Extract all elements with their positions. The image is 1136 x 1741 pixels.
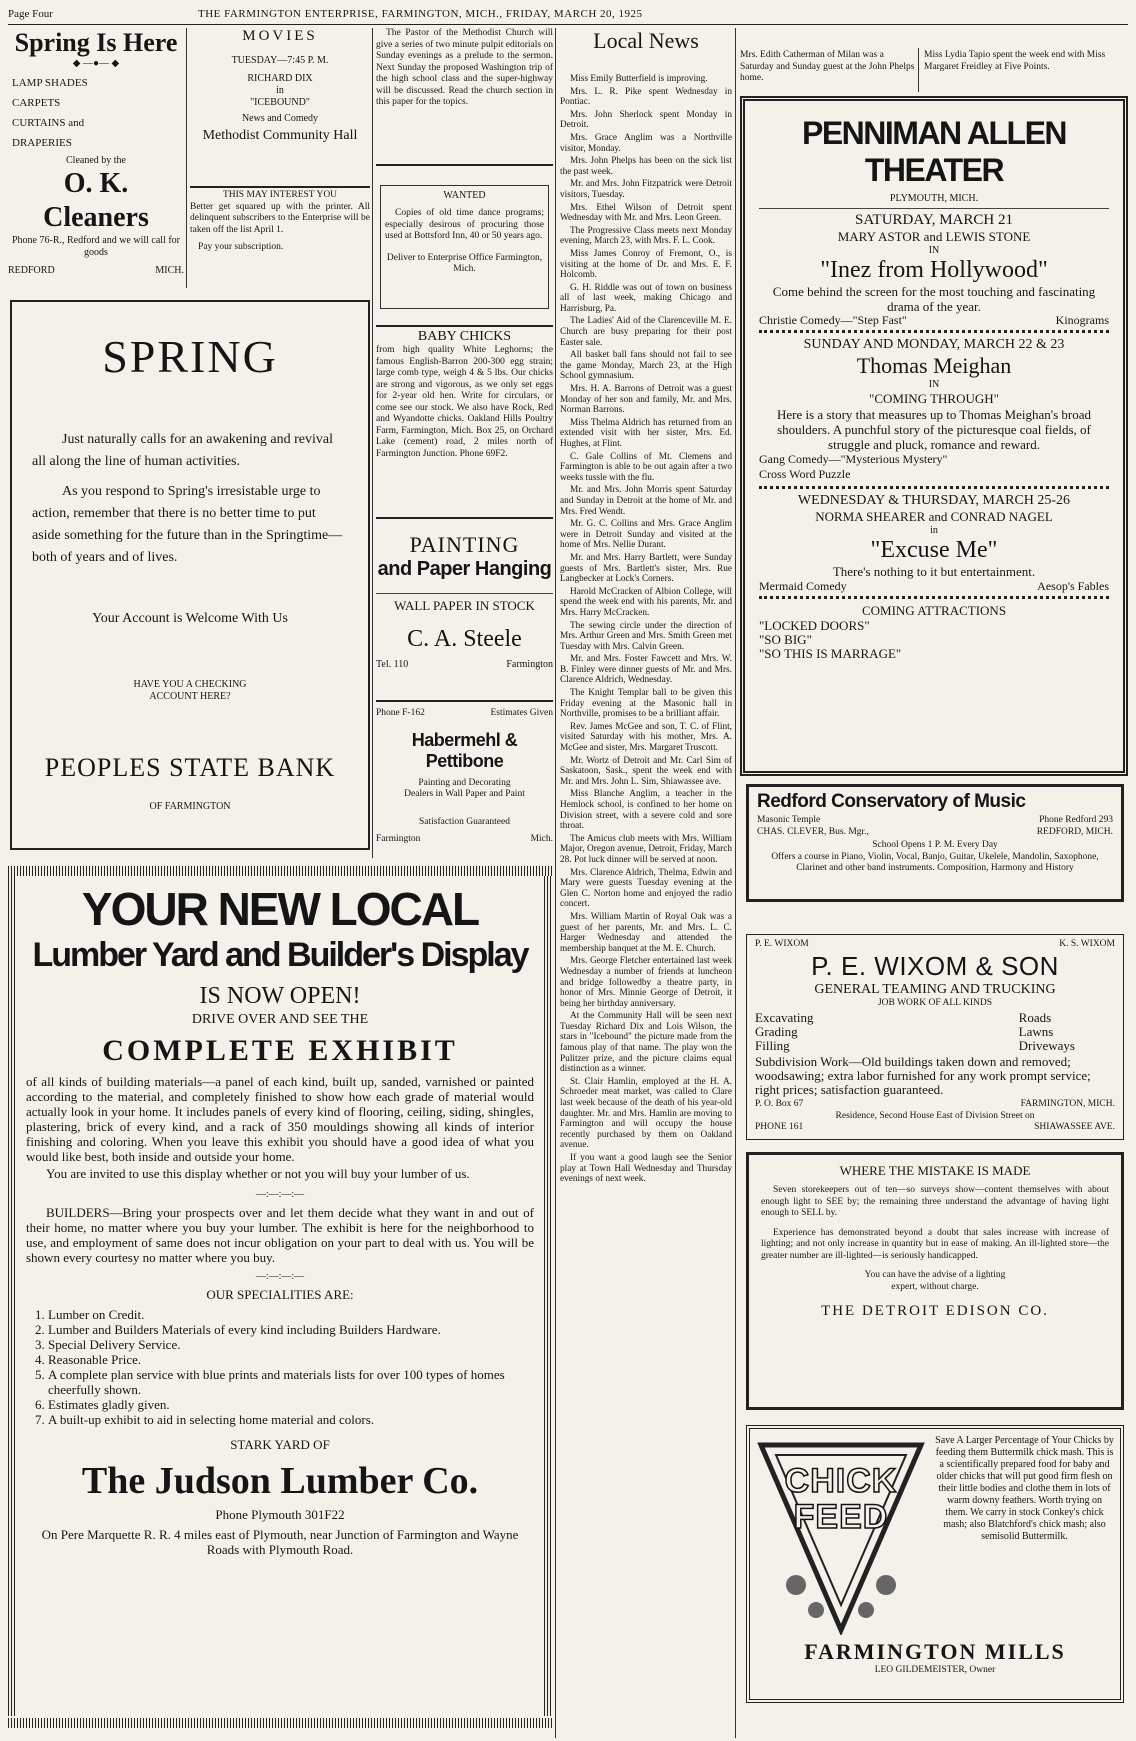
redford-conservatory-ad (746, 784, 1124, 902)
column-rule (735, 28, 736, 1738)
list-item: 5. A complete plan service with blue prints and materials lists for over 100 types of homes cheerfully shown. (48, 1367, 534, 1397)
news-item: Mrs. John Sherlock spent Monday in Detroit. (560, 109, 732, 131)
news-item: The sewing circle under the direction of Mrs. Arthur Green and Mrs. Smith Green met Tuesday with Mrs. Calvin Green. (560, 620, 732, 652)
lumber-t2: Lumber Yard and Builder's Display (32, 936, 528, 974)
wixom-res: Residence, Second House East of Division Street on (835, 1110, 1035, 1121)
news-item: Mr. and Mrs. John Morris spent Saturday and Sunday in Detroit at the home of Mr. and Mrs. Fred Wendt. (560, 485, 732, 517)
theater-c3: "SO THIS IS MARRAGE" (759, 646, 902, 661)
wixom-c1: Filling (755, 1038, 790, 1053)
wixom-c2: Lawns (1018, 1024, 1054, 1039)
cons-body: Offers a course in Piano, Violin, Vocal, Banjo, Guitar, Ukelele, Mandolin, Saxophone, Clarinet and other band instruments. Composition, Harmony and History (771, 851, 1099, 873)
list-item: 6. Estimates gladly given. (48, 1397, 534, 1412)
steele-title1: PAINTING (409, 532, 520, 557)
page-number: Page Four (8, 8, 53, 20)
news-item: Miss Emily Butterfield is improving. (570, 74, 708, 84)
theater-d3-aesop: Aesop's Fables (1037, 579, 1109, 593)
wixom-sub: GENERAL TEAMING AND TRUCKING (814, 981, 1056, 997)
interest-sign: Pay your subscription. (198, 242, 284, 252)
wixom-title: P. E. WIXOM & SON (811, 950, 1059, 981)
wixom-c2: Roads (1018, 1010, 1052, 1025)
cons-opens: School Opens 1 P. M. Every Day (872, 840, 998, 850)
news-item: Mrs. Ethel Wilson of Detroit spent Wednesday with Mr. and Mrs. Leon Green. (560, 202, 732, 224)
catherman-item: Mrs. Edith Catherman of Milan was a Saturday and Sunday guest at the John Phelps home. (740, 50, 915, 83)
theater-d1-stars: MARY ASTOR and LEWIS STONE (837, 229, 1031, 244)
wixom-body: Subdivision Work—Old buildings taken down and removed; woodsawing; extra labor furnished for any work prompt service; right prices; satisfaction guaranteed. (755, 1054, 1091, 1097)
news-item: Mrs. Clarence Aldrich, Thelma, Edwin and Mary were guests Tuesday evening at the Glen C. Norton home and enjoyed the radio concert. (560, 867, 732, 910)
theater-city: PLYMOUTH, MICH. (889, 193, 979, 204)
wixom-c1: Excavating (755, 1010, 814, 1025)
hab-line2: Dealers in Wall Paper and Paint (404, 789, 525, 799)
movies-star: RICHARD DIX (247, 73, 313, 84)
interest-body: Better get squared up with the printer. All delinquent subscribers to the Enterprise will be taken off the list April 1. (190, 201, 370, 235)
news-item: Mrs. H. A. Barrons of Detroit was a guest Monday of her son and family, Mr. and Mrs. Norman Barrons. (560, 384, 732, 416)
wanted-body: Copies of old time dance programs; especially desirous of procuring those used at Bottsford Inn, 40 or 50 years ago. (385, 208, 544, 241)
cleaned-by: Cleaned by the (66, 155, 126, 166)
interest-notice (190, 186, 370, 288)
mills-owner: LEO GILDEMEISTER, Owner (874, 1665, 996, 1675)
cons-title: Redford Conservatory of Music (757, 791, 1026, 812)
theater-d2: SUNDAY AND MONDAY, MARCH 22 & 23 (803, 337, 1065, 352)
news-item: Mr. and Mrs. John Fitzpatrick were Detroit visitors, Tuesday. (560, 179, 732, 200)
steele-name: C. A. Steele (407, 626, 522, 652)
lumber-sep: —:—:—:— (255, 1271, 305, 1282)
town: REDFORD (8, 265, 55, 276)
news-item: Mrs. George Fletcher entertained last week Wednesday a number of friends at luncheon and bridge followedby a theatre party, in honor of Mrs. Minnie George of Detroit, it being her birthday anniversary. (560, 956, 732, 1009)
steele-sub: WALL PAPER IN STOCK (376, 593, 553, 614)
wanted-ad (380, 185, 549, 309)
phone: Phone 76-R., Redford and we will call for goods (11, 235, 181, 258)
theater-title: PENNIMAN ALLEN THEATER (801, 115, 1067, 188)
penniman-allen-theater-ad (740, 96, 1128, 776)
news-item: Miss Thelma Aldrich has returned from an extended visit with her sister, Mrs. Ed. Hughes, at Flint. (560, 417, 732, 449)
hab-name: Habermehl & Pettibone (411, 729, 518, 771)
edison-p1: Seven storekeepers out of ten—so surveys show—content themselves with about enough light to SEE by; the remaining three understand the advantage of having light enough to SELL by. (761, 1185, 1109, 1218)
steele-ad (376, 520, 553, 702)
local-news-column (560, 28, 732, 1733)
wixom-right: K. S. WIXOM (1059, 939, 1115, 949)
theater-d2-desc: Here is a story that measures up to Thomas Meighan's broad shoulders. A punchful story of the picturesque coal fields, of struggle and pluck, romance and reward. (776, 407, 1092, 452)
peoples-bank-ad (10, 300, 370, 850)
theater-d2-cross: Cross Word Puzzle (759, 467, 851, 481)
movies-in: in (276, 85, 284, 96)
bank-welcome: Your Account is Welcome With Us (92, 611, 288, 626)
edison-p2: Experience has demonstrated beyond a doubt that sales increase with increase of lighting; and not only increase in quantity but in ease of making. An ill-lighted store—the greater number are ill-lighted—is seriously handicapped. (761, 1227, 1109, 1261)
theater-c1: "LOCKED DOORS" (759, 618, 870, 633)
theater-d1-kino: Kinograms (1055, 313, 1109, 327)
masthead: THE FARMINGTON ENTERPRISE, FARMINGTON, MICH., FRIDAY, MARCH 20, 1925 (198, 8, 643, 20)
cons-temple: Masonic Temple (757, 815, 821, 825)
mills-name: FARMINGTON MILLS (804, 1639, 1066, 1664)
ok-cleaners-ad: Spring Is Here ◆ —●— ◆ LAMP SHADES CARPETS CURTAINS and DRAPERIES Cleaned by the O. K. Cleaners Phone 76-R., Redford and we will call for goods REDFORD MICH. (8, 28, 184, 276)
news-item: The Amicus club meets with Mrs. William Major, Oregon avenue, Detroit, Friday, March 28. Pot luck dinner will be served at noon. (560, 833, 732, 865)
theater-d1-film: "Inez from Hollywood" (820, 257, 1048, 283)
news-item: G. H. Riddle was out of town on business all of last week, making Chicago and Harrisburg, Pa. (560, 282, 732, 314)
movies-film: "ICEBOUND" (250, 97, 310, 108)
movies-notice (190, 28, 370, 183)
steele-town: Farmington (506, 659, 553, 670)
hab-sat: Satisfaction Guaranteed (418, 816, 510, 827)
wixom-job: JOB WORK OF ALL KINDS (877, 997, 992, 1008)
news-item: The Progressive Class meets next Monday evening, March 23, with Mrs. F. L. Cook. (560, 225, 732, 247)
bank-p1: Just naturally calls for an awakening and revival all along the line of human activities. (32, 432, 333, 469)
theater-d2-gang: Gang Comedy—"Mysterious Mystery" (759, 452, 948, 466)
item: DRAPERIES (12, 137, 72, 149)
news-item: Mrs. L. R. Pike spent Wednesday in Pontiac. (560, 86, 732, 108)
news-item: Harold McCracken of Albion College, will spend the week end with his parents, Mr. and Mrs. Harry McCracken. (560, 586, 732, 618)
list-item: 7. A built-up exhibit to aid in selecting home material and colors. (48, 1412, 534, 1427)
news-item: Mr. Wortz of Detroit and Mr. Carl Sim of Saskatoon, Sask., spent the week end with Mr. and Mrs. John L. Sim, Shiawassee ave. (560, 755, 732, 787)
baby-chicks-ad (376, 325, 553, 519)
ad-title: Spring Is Here (14, 28, 178, 57)
news-item: The Ladies' Aid of the Clarenceville M. E. Church are busy preparing for their post Easter sale. (560, 316, 732, 348)
movies-venue: Methodist Community Hall (202, 128, 358, 143)
bank-checking: HAVE YOU A CHECKING ACCOUNT HERE? (133, 679, 247, 702)
hab-line1: Painting and Decorating (418, 777, 511, 788)
theater-coming: COMING ATTRACTIONS (861, 603, 1007, 618)
chicks-body: from high quality White Leghorns; the famous English-Barron 200-300 egg strain; large comb type, weigh 4 & 5 lbs. Our chicks are strong and vigorous, as we only set eggs for 2-year old hen. Write for circulars, or come see our stock. We also have Rock, Red and Wyandotte chicks. Oakland Hills Poultry Farm, Farmington, Mich. Box 25, on Orchard Lake (cement) road, 2 miles north of Farmington Junction. Phone 69F2. (376, 345, 553, 459)
logo-text: CHICK (784, 1462, 898, 1500)
wixom-phone: PHONE 161 (755, 1122, 804, 1132)
news-item: Mr. and Mrs. Harry Bartlett, were Sunday guests of Mrs. Bartlett's sister, Mrs. Rue Langbecker at Lock's Corners. (560, 552, 732, 585)
news-item: All basket ball fans should not fail to see the game Monday, March 23, at the High School gymnasium. (560, 350, 732, 382)
theater-d3-film: "Excuse Me" (870, 537, 998, 563)
hab-estimates: Estimates Given (490, 708, 553, 718)
lumber-t1: YOUR NEW LOCAL (81, 883, 479, 935)
theater-d1: SATURDAY, MARCH 21 (855, 212, 1013, 228)
lumber-address: On Pere Marquette R. R. 4 miles east of Plymouth, near Junction of Farmington and Wayne Roads with Plymouth Road. (41, 1527, 519, 1557)
theater-d3-mermaid: Mermaid Comedy (759, 579, 847, 593)
lumber-t5: COMPLETE EXHIBIT (102, 1034, 458, 1067)
detroit-edison-ad (746, 1152, 1124, 1410)
cons-mgr: CHAS. CLEVER, Bus. Mgr., (757, 826, 869, 837)
movies-extras: News and Comedy (241, 113, 319, 124)
bank-ad-title: SPRING (102, 331, 278, 382)
movies-time: TUESDAY—7:45 P. M. (231, 55, 329, 66)
judson-lumber-ad (8, 866, 552, 1728)
bank-of: OF FARMINGTON (149, 801, 231, 812)
news-item: Rev. James McGee and son, T. C. of Flint, visited Saturday with his mother, Mrs. A. McGee and sister, Mrs. Margaret Truscott. (560, 721, 732, 754)
hab-town: Farmington (376, 834, 421, 844)
wanted-title: WANTED (443, 190, 486, 201)
edison-company: THE DETROIT EDISON CO. (821, 1303, 1049, 1319)
wixom-ad (746, 934, 1124, 1140)
wanted-deliver: Deliver to Enterprise Office Farmington, Mich. (386, 252, 543, 274)
logo-text: FEED (793, 1498, 889, 1536)
hab-state: Mich. (530, 834, 553, 844)
lumber-p3: BUILDERS—Bring your prospects over and let them decide what they want in and out of their home, no matter where you buy your lumber. The exhibit is here for the neighborhood to use, and employment of same does not incur obligation on your part to deal with us. You will be shown every courtesy no matter where you buy. (26, 1205, 534, 1265)
page-header (8, 4, 1128, 25)
chick-feed-logo (756, 1435, 931, 1635)
wixom-box: P. O. Box 67 (755, 1099, 804, 1109)
state: MICH. (155, 265, 184, 276)
list-item: 4. Reasonable Price. (48, 1352, 534, 1367)
news-item: Mr. and Mrs. Foster Fawcett and Mrs. W. B. Finley were dinner guests of Mr. and Mrs. Clarence Aldrich, Wednesday. (560, 654, 732, 686)
mills-body: Save A Larger Percentage of Your Chicks by feeding them Buttermilk chick mash. This is a scientifically prepared food for baby and older chicks that will put good firm flesh on their little bodies and clothe them in lots of warm downy feathers. Worth trying on them. We carry in stock Conkey's chick mash; also Blatchford's chick mash; also semisolid Buttermilk. (935, 1435, 1114, 1542)
list-item: 2. Lumber and Builders Materials of every kind including Builders Hardware. (48, 1322, 534, 1337)
news-item: Mrs. William Martin of Royal Oak was a guest of her parents, Mr. and Mrs. L. C. Harger Wednesday and attended the membership banquet at the M. E. Church. (560, 911, 732, 954)
theater-d1-desc: Come behind the screen for the most touching and fascinating drama of the year. (772, 284, 1096, 314)
lumber-sep: —:—:—:— (255, 1189, 305, 1200)
wixom-c2: Driveways (1018, 1038, 1075, 1053)
bank-p2: As you respond to Spring's irresistable urge to action, remember that there is no better time to put aside something for the future than in the Springtime—both of years and of lives. (32, 484, 343, 565)
pastor-body: The Pastor of the Methodist Church will give a series of two minute pulpit editorials on Sunday evenings as a prelude to the sermon. Next Sunday the proposed Washington trip of the high school class and the super-highway will be discussed. Read the church section in this paper for the topics. (376, 28, 553, 107)
lumber-stark: STARK YARD OF (230, 1437, 330, 1452)
news-item: If you want a good laugh see the Senior play at Town Hall Wednesday and Thursday evenings of next week. (560, 1153, 732, 1185)
hatch-rule (8, 866, 552, 876)
wixom-left: P. E. WIXOM (755, 939, 809, 949)
theater-c2: "SO BIG" (759, 632, 812, 647)
lumber-p2: You are invited to use this display whether or not you will buy your lumber of us. (46, 1166, 470, 1181)
lumber-company: The Judson Lumber Co. (81, 1460, 479, 1502)
theater-d1-in: IN (928, 245, 940, 256)
theater-d1-comedy: Christie Comedy—"Step Fast" (759, 313, 907, 327)
news-item: The Knight Templar ball to be given this Friday evening at the Masonic hall in Northville, promises to be a brilliant affair. (560, 688, 732, 720)
news-item: St. Clair Hamlin, employed at the H. A. Schroeder meat market, was called to Clare last week because of the death of his year-old daughter. Mr. and Mrs. Hamlin are moving to Farmington and will occupy the house recently purchased by them on Oakland avenue. (560, 1076, 732, 1151)
theater-d3-stars: NORMA SHEARER and CONRAD NAGEL (815, 509, 1053, 524)
habermehl-ad (376, 708, 553, 853)
list-item: 3. Special Delivery Service. (48, 1337, 534, 1352)
edison-title: WHERE THE MISTAKE IS MADE (839, 1163, 1031, 1178)
lumber-p1: of all kinds of building materials—a panel of each kind, built up, sanded, varnished or painted according to the material, and completely finished to show how each grade of material would actually look in your home. It includes panels of every kind of flooring, ceiling, siding, shingles, plastering, brick of every kind, and a rack of 350 mouldings showing all kinds of interior finishing and coloring. When you leave this exhibit you should have a good idea of what you would like best, both inside and outside your home. (26, 1074, 534, 1164)
news-item: Miss Blanche Anglim, a teacher in the Hemlock school, is confined to her home on Division street, with a severe cold and sore throat. (560, 789, 732, 832)
item: CARPETS (12, 97, 61, 109)
theater-d2-star: Thomas Meighan (856, 353, 1012, 378)
column-rule (372, 28, 373, 858)
wixom-c1: Grading (755, 1024, 798, 1039)
interest-title: THIS MAY INTEREST YOU (222, 190, 338, 200)
news-item: Mrs. John Phelps has been on the sick list the past week. (560, 156, 732, 177)
news-item: Miss James Conroy of Fremont, O., is visiting at the home of Dr. and Mrs. E. F. Holcomb. (560, 248, 732, 281)
bank-name: PEOPLES STATE BANK (44, 753, 336, 782)
steele-tel: Tel. 110 (376, 659, 409, 670)
chicks-title: BABY CHICKS (417, 329, 512, 344)
news-item: Mrs. Grace Anglim was a Northville visitor, Monday. (560, 132, 732, 154)
lumber-phone: Phone Plymouth 301F22 (215, 1507, 345, 1522)
lumber-spec-title: OUR SPECIALITIES ARE: (206, 1287, 354, 1302)
news-item: C. Gale Collins of Mt. Clemens and Farmington is able to be out again after a two weeks tussle with the flu. (560, 451, 732, 483)
wixom-town: FARMINGTON, MICH. (1020, 1099, 1115, 1109)
specialities-list (48, 1307, 534, 1427)
business-name: O. K. Cleaners (43, 168, 149, 233)
pastor-notice (376, 28, 553, 166)
theater-d3: WEDNESDAY & THURSDAY, MARCH 25-26 (797, 493, 1071, 508)
cons-phone: Phone Redford 293 (1039, 815, 1113, 825)
lumber-t3: IS NOW OPEN! (199, 983, 361, 1009)
theater-d3-desc: There's nothing to it but entertainment. (832, 564, 1036, 579)
theater-d2-film: "COMING THROUGH" (869, 391, 999, 406)
movies-title: MOVIES (242, 28, 318, 44)
news-item: At the Community Hall will be seen next Tuesday Richard Dix and Lois Wilson, the stars in "Icebound" the picture made from the famous play of that name. The play won the Pulitzer prize, and the picture claims equal distinction as a winner. (560, 1011, 732, 1075)
farmington-mills-ad (746, 1425, 1124, 1703)
item: CURTAINS and (12, 117, 85, 129)
lumber-t4: DRIVE OVER AND SEE THE (191, 1012, 369, 1027)
column-rule (555, 28, 556, 1738)
tapio-item: Miss Lydia Tapio spent the week end with Miss Margaret Freidley at Five Points. (924, 50, 1106, 72)
item: LAMP SHADES (12, 77, 88, 89)
local-news-title: Local News (593, 28, 699, 53)
theater-d3-in: in (930, 525, 938, 536)
steele-title2: and Paper Hanging (377, 558, 552, 580)
edison-p3: You can have the advise of a lighting expert, without charge. (864, 1270, 1006, 1292)
news-item: Mr. G. C. Collins and Mrs. Grace Anglim were in Detroit Sunday and visited at the home of Mrs. Nellie Durant. (560, 519, 732, 551)
list-item: 1. Lumber on Credit. (48, 1307, 534, 1322)
cons-town: REDFORD, MICH. (1036, 826, 1113, 837)
wixom-street: SHIAWASSEE AVE. (1034, 1122, 1115, 1132)
hab-phone: Phone F-162 (376, 708, 425, 718)
theater-d2-in: IN (928, 379, 940, 390)
column-rule (186, 28, 187, 288)
